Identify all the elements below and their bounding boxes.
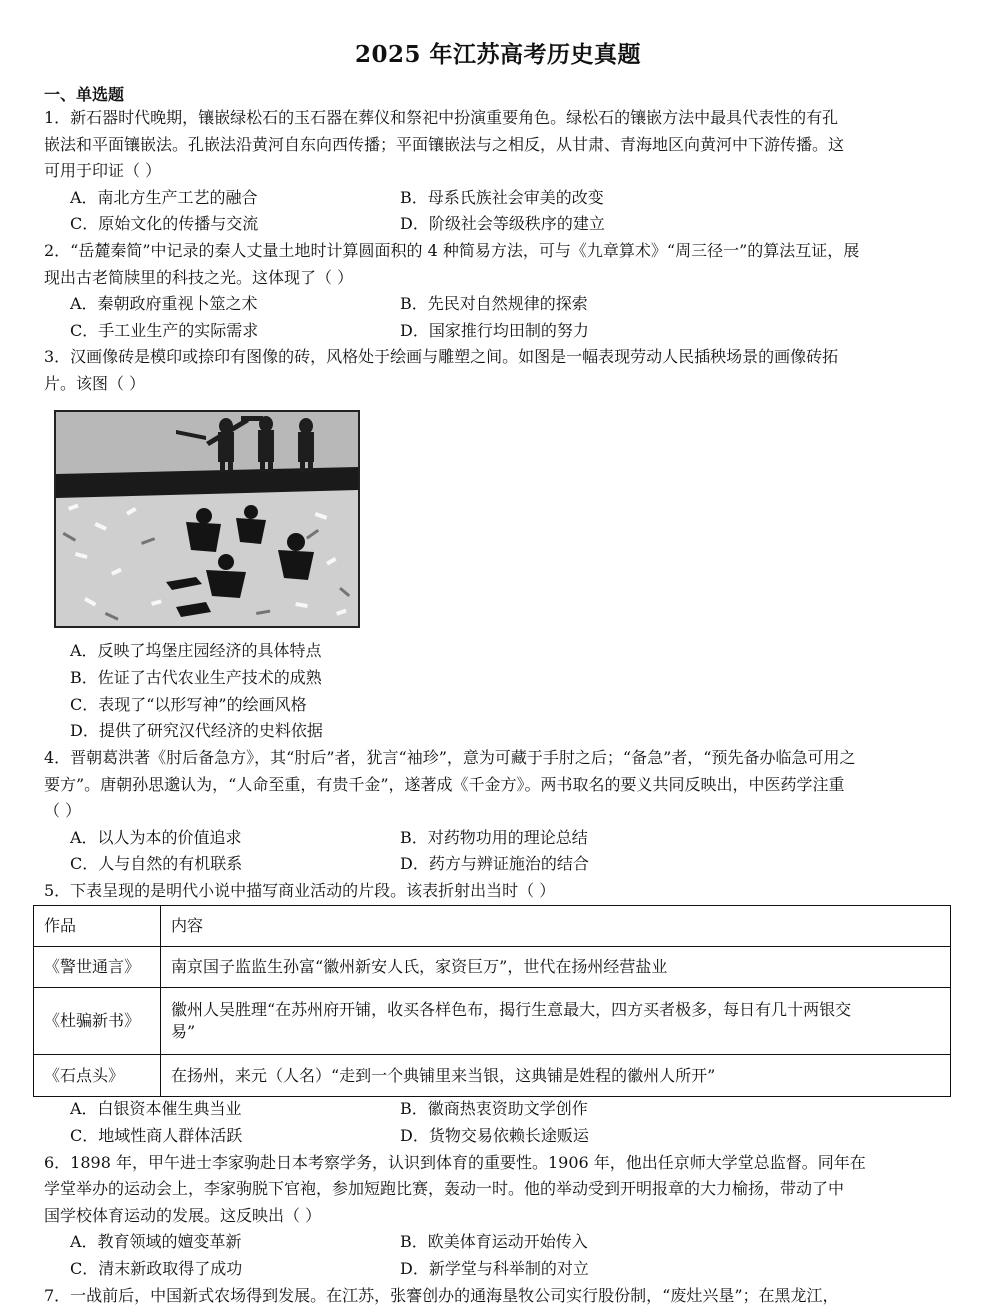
q3-stem-line: 片。该图（ ） bbox=[44, 374, 146, 393]
q4-option-a[interactable]: A．以人为本的价值追求 bbox=[70, 828, 242, 847]
section-heading: 一、单选题 bbox=[44, 85, 125, 104]
q4-option-d[interactable]: D．药方与辨证施治的结合 bbox=[400, 854, 589, 873]
q7-stem-line: 7．一战前后，中国新式农场得到发展。在江苏，张謇创办的通海垦牧公司实行股份制，“废灶兴垦”；在黑龙江， bbox=[44, 1286, 839, 1305]
q1-stem-line: 可用于印证（ ） bbox=[44, 161, 162, 180]
q5-option-a[interactable]: A．白银资本催生典当业 bbox=[70, 1099, 242, 1118]
q4-option-b[interactable]: B．对药物功用的理论总结 bbox=[400, 828, 588, 847]
q6-option-b[interactable]: B．欧美体育运动开始传入 bbox=[400, 1232, 588, 1251]
q5-stem-line: 5．下表呈现的是明代小说中描写商业活动的片段。该表折射出当时（ ） bbox=[44, 881, 556, 900]
q6-stem-line: 6．1898 年，甲午进士李家驹赴日本考察学务，认识到体育的重要性。1906 年，他出任京师大学堂总监督。同年在 bbox=[44, 1153, 866, 1172]
table-cell-work: 《石点头》 bbox=[34, 1055, 161, 1097]
q4-stem-line: 4．晋朝葛洪著《肘后备急方》，其“肘后”者，犹言“袖珍”，意为可藏于手肘之后；“备急”者，“预先备办临急可用之 bbox=[44, 748, 856, 767]
q6-option-c[interactable]: C．清末新政取得了成功 bbox=[70, 1259, 243, 1278]
q4-stem-line: （ ） bbox=[44, 801, 82, 820]
table-header-cell: 作品 bbox=[34, 906, 161, 947]
q1-option-d[interactable]: D．阶级社会等级秩序的建立 bbox=[400, 214, 605, 233]
q4-option-c[interactable]: C．人与自然的有机联系 bbox=[70, 854, 243, 873]
table-cell-work: 《杜骗新书》 bbox=[34, 988, 161, 1055]
q1-option-c[interactable]: C．原始文化的传播与交流 bbox=[70, 214, 259, 233]
q2-option-c[interactable]: C．手工业生产的实际需求 bbox=[70, 321, 259, 340]
table-cell-content: 南京国子监监生孙富“徽州新安人氏，家资巨万”，世代在扬州经营盐业 bbox=[161, 947, 951, 988]
table-cell-content bbox=[161, 988, 951, 1055]
q1-option-a[interactable]: A．南北方生产工艺的融合 bbox=[70, 188, 258, 207]
han-brick-rubbing-image bbox=[54, 410, 360, 628]
q4-stem-line: 要方”。唐朝孙思邈认为，“人命至重，有贵千金”，遂著成《千金方》。两书取名的要义共同反映出，中医药学注重 bbox=[44, 775, 845, 794]
q6-stem-line: 国学校体育运动的发展。这反映出（ ） bbox=[44, 1206, 322, 1225]
table-header-cell: 内容 bbox=[161, 906, 951, 947]
q1-stem-line: 嵌法和平面镶嵌法。孔嵌法沿黄河自东向西传播；平面镶嵌法与之相反，从甘肃、青海地区向黄河中下游传播。这 bbox=[44, 135, 845, 154]
table-row bbox=[34, 1055, 951, 1097]
table-header-row bbox=[34, 906, 951, 947]
q6-stem-line: 学堂举办的运动会上，李家驹脱下官袍，参加短跑比赛，轰动一时。他的举动受到开明报章的大力榆扬，带动了中 bbox=[44, 1179, 845, 1198]
q6-option-d[interactable]: D．新学堂与科举制的对立 bbox=[400, 1259, 589, 1278]
merchant-table bbox=[33, 905, 951, 1097]
rubbing-illustration bbox=[56, 412, 358, 626]
table-row bbox=[34, 947, 951, 988]
q6-option-a[interactable]: A．教育领域的嬗变革新 bbox=[70, 1232, 242, 1251]
q5-option-c[interactable]: C．地域性商人群体活跃 bbox=[70, 1126, 243, 1145]
q5-option-b[interactable]: B．徽商热衷资助文学创作 bbox=[400, 1099, 588, 1118]
q3-option-b[interactable]: B．佐证了古代农业生产技术的成熟 bbox=[70, 668, 322, 687]
q3-stem-line: 3．汉画像砖是模印或捺印有图像的砖，风格处于绘画与雕塑之间。如图是一幅表现劳动人民插秧场景的画像砖拓 bbox=[44, 347, 839, 366]
q3-option-a[interactable]: A．反映了坞堡庄园经济的具体特点 bbox=[70, 641, 322, 660]
q2-stem-line: 2．“岳麓秦简”中记录的秦人丈量土地时计算圆面积的 4 种简易方法，可与《九章算术》“周三径一”的算法互证，展 bbox=[44, 241, 860, 260]
table-cell-line: 徽州人吴胜理“在苏州府开铺，收买各样色布，揭行生意最大，四方买者极多，每日有几十两银交 bbox=[171, 1000, 852, 1019]
q2-option-b[interactable]: B．先民对自然规律的探索 bbox=[400, 294, 588, 313]
q1-option-b[interactable]: B．母系氏族社会审美的改变 bbox=[400, 188, 604, 207]
q5-option-d[interactable]: D．货物交易依赖长途贩运 bbox=[400, 1126, 589, 1145]
table-cell-work: 《警世通言》 bbox=[34, 947, 161, 988]
page-title: 2025 年江苏高考历史真题 bbox=[354, 41, 642, 68]
q3-option-d[interactable]: D．提供了研究汉代经济的史料依据 bbox=[70, 721, 323, 740]
q3-option-c[interactable]: C．表现了“以形写神”的绘画风格 bbox=[70, 695, 307, 714]
q2-option-d[interactable]: D．国家推行均田制的努力 bbox=[400, 321, 589, 340]
q2-stem-line: 现出古老简牍里的科技之光。这体现了（ ） bbox=[44, 268, 354, 287]
table-cell-line: 易” bbox=[171, 1022, 196, 1041]
q1-stem-line: 1．新石器时代晚期，镶嵌绿松石的玉石器在葬仪和祭祀中扮演重要角色。绿松石的镶嵌方法中最具代表性的有孔 bbox=[44, 108, 839, 127]
table-cell-content: 在扬州，来元（人名）“走到一个典铺里来当银，这典铺是姓程的徽州人所开” bbox=[161, 1055, 951, 1097]
q2-option-a[interactable]: A．秦朝政府重视卜筮之术 bbox=[70, 294, 258, 313]
table-row bbox=[34, 988, 951, 1055]
